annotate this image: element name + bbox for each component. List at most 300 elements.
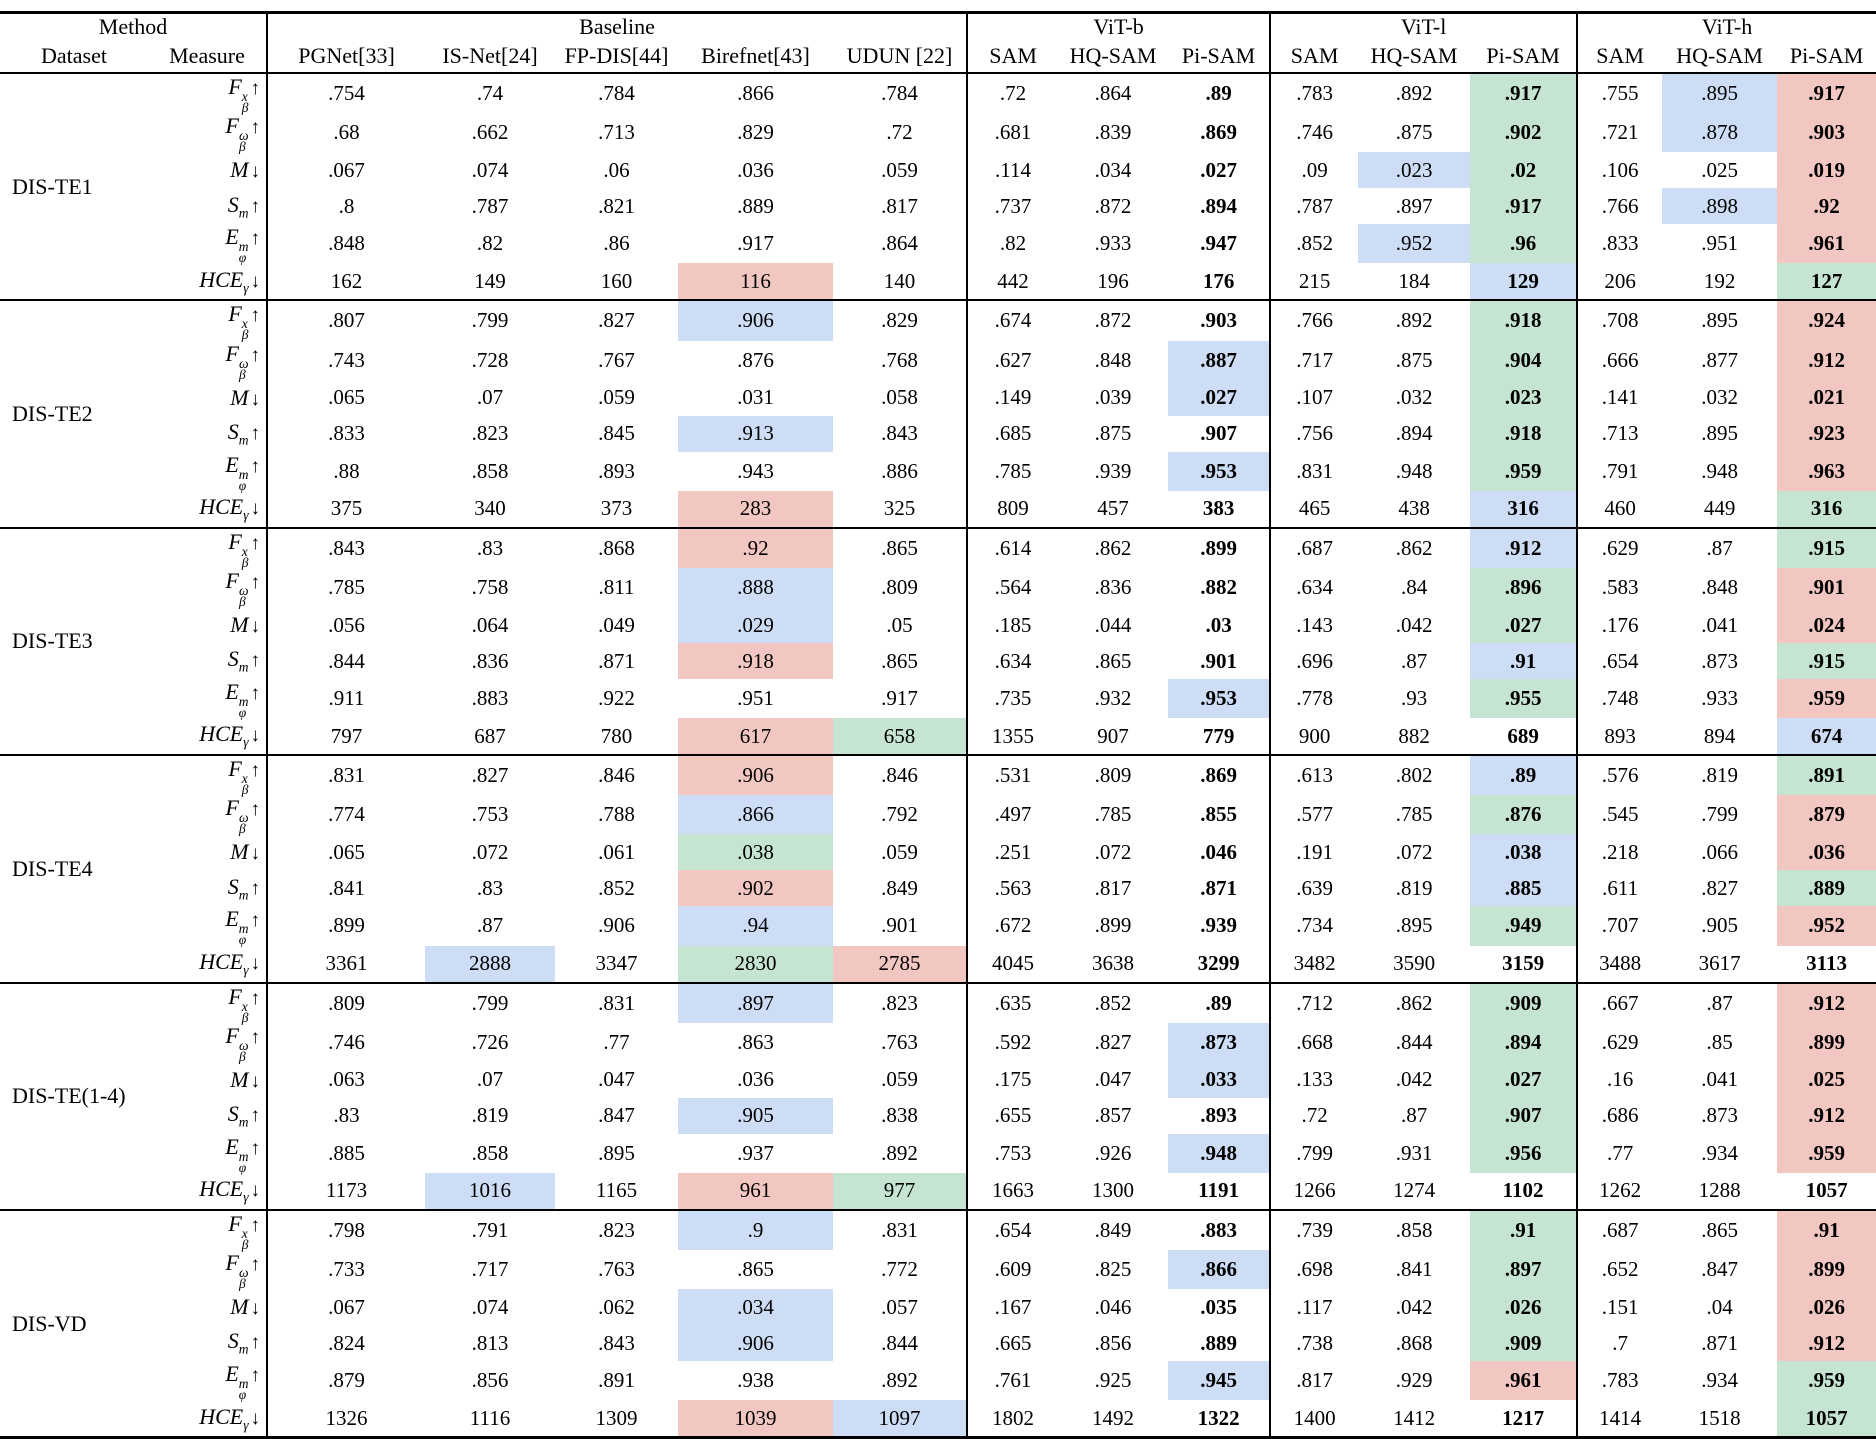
value-cell: .059 [881,157,918,182]
value-cell: .836 [1094,574,1132,599]
measure-label: $HCE_\gamma$ ↓ [199,494,261,523]
value-cell: .899 [267,906,425,945]
value-cell: .067 [267,1289,425,1325]
value-cell: .873 [1701,648,1738,673]
value-cell: .721 [1577,113,1662,152]
direction-arrow: ↑ [250,1105,261,1127]
value-cell: 1400 [1270,1400,1358,1438]
value-cell: 894 [1703,723,1736,748]
value-cell: .922 [598,686,635,711]
direction-arrow: ↑ [250,228,261,250]
value-cell: .846 [833,755,967,795]
value-cell: .823 [833,983,967,1023]
value-cell: .026 [1777,1289,1876,1325]
value-cell: .025 [1777,1062,1876,1098]
value-cell: .734 [1270,906,1358,945]
value-cell: .059 [881,839,918,864]
value-cell: .819 [1395,875,1433,900]
value-cell: .143 [1270,607,1358,643]
value-cell: .87 [476,913,504,938]
value-cell: .065 [267,380,425,416]
value-cell: .074 [471,1294,509,1319]
value-cell: .829 [833,300,967,340]
value-cell: .72 [967,73,1058,113]
value-cell: .036 [1777,834,1876,870]
value-cell: .918 [1470,416,1577,452]
value-cell: .792 [881,802,918,827]
col-header-pgnet[33]: PGNet[33] [267,40,425,73]
value-cell: .191 [1270,834,1358,870]
value-cell: .843 [267,528,425,568]
direction-arrow: ↓ [250,1298,261,1320]
value-cell: .046 [1094,1294,1132,1319]
value-cell: .831 [1270,452,1358,491]
value-cell: .848 [267,224,425,263]
value-cell: .883 [471,686,509,711]
value-cell: 438 [1398,496,1430,521]
value-cell: .951 [1701,231,1738,256]
value-cell: .029 [678,607,833,643]
value-cell: .563 [967,870,1058,906]
direction-arrow: ↓ [250,388,261,410]
value-cell: .892 [881,1368,918,1393]
value-cell: .899 [1777,1250,1876,1289]
direction-arrow: ↑ [250,683,261,704]
value-cell: .961 [1470,1361,1577,1400]
value-cell: .913 [678,416,833,452]
value-cell: .901 [1777,568,1876,607]
value-cell: .114 [967,152,1058,188]
value-cell: .034 [1094,157,1132,182]
col-header-sam: SAM [1577,40,1662,73]
value-cell: .057 [881,1294,918,1319]
value-cell: .88 [267,452,425,491]
value-cell: .959 [1777,1361,1876,1400]
value-cell: .899 [1094,913,1132,938]
value-cell: .713 [598,120,635,145]
value-cell: 1326 [267,1400,425,1438]
value-cell: .872 [1094,193,1132,218]
value-cell: .895 [1662,73,1777,113]
value-cell: .041 [1701,612,1738,637]
measure-label: $HCE_\gamma$ ↓ [199,1403,261,1432]
value-cell: .05 [886,612,913,637]
measure-label: F ω β ↑ [225,113,261,155]
direction-arrow: ↑ [250,1214,261,1236]
value-cell: 316 [1777,491,1876,528]
value-cell: .85 [1706,1029,1733,1054]
measure-label: $S_m$ ↑ [227,1328,261,1357]
value-cell: .855 [1200,802,1237,827]
value-cell: .932 [1094,686,1132,711]
value-cell: 160 [600,268,633,293]
value-cell: .035 [1200,1294,1237,1319]
value-cell: .041 [1701,1067,1738,1092]
value-cell: .82 [476,231,504,256]
value-cell: .901 [881,913,918,938]
value-cell: .862 [1358,528,1470,568]
value-cell: .848 [1701,574,1738,599]
value-cell: .021 [1777,380,1876,416]
value-cell: 900 [1270,718,1358,755]
value-cell: .894 [1395,421,1433,446]
measure-column-header: Measure [148,40,267,73]
value-cell: 3482 [1270,946,1358,983]
value-cell: .634 [1270,568,1358,607]
direction-arrow: ↑ [250,422,261,444]
value-cell: 1039 [678,1400,833,1438]
value-cell: .917 [737,231,774,256]
value-cell: 1300 [1092,1178,1135,1203]
value-cell: 176 [1202,268,1235,293]
value-cell: .74 [425,73,555,113]
value-cell: .067 [267,152,425,188]
value-cell: .885 [1470,870,1577,906]
value-cell: .056 [267,607,425,643]
value-cell: .909 [1470,983,1577,1023]
value-cell: .032 [1701,385,1738,410]
value-cell: .761 [967,1361,1058,1400]
value-cell: .799 [1270,1134,1358,1173]
col-header-birefnet[43]: Birefnet[43] [678,40,833,73]
value-cell: .844 [1395,1029,1433,1054]
value-cell: 2785 [833,946,967,983]
value-cell: .799 [425,983,555,1023]
measure-label: E m φ ↑ [225,679,261,721]
value-cell: .858 [471,1140,509,1165]
value-cell: .564 [967,568,1058,607]
value-cell: .864 [1058,73,1168,113]
results-table-page [0,11,1876,1432]
value-cell: .831 [833,1210,967,1250]
value-cell: 1102 [1502,1178,1544,1203]
value-cell: .87 [1662,528,1777,568]
value-cell: .783 [1577,1361,1662,1400]
value-cell: .696 [1270,643,1358,679]
value-cell: .685 [967,416,1058,452]
value-cell: 4045 [967,946,1058,983]
value-cell: .819 [1662,755,1777,795]
value-cell: 3617 [1698,951,1741,975]
value-cell: .917 [881,686,918,711]
value-cell: .83 [476,875,504,900]
value-cell: .961 [1777,224,1876,263]
measure-label: E m φ ↑ [225,1361,261,1403]
value-cell: .687 [1270,528,1358,568]
value-cell: 2888 [425,946,555,983]
value-cell: .09 [1270,152,1358,188]
value-cell: .91 [1777,1210,1876,1250]
value-cell: .931 [1395,1140,1433,1165]
value-cell: .829 [737,120,774,145]
value-cell: .895 [598,1140,635,1165]
measure-label: E m φ ↑ [225,451,261,493]
value-cell: .891 [1777,755,1876,795]
direction-arrow: ↑ [250,760,261,782]
value-cell: .665 [967,1325,1058,1361]
value-cell: .89 [1470,755,1577,795]
value-cell: 149 [474,268,506,293]
value-cell: .91 [1470,1210,1577,1250]
value-cell: 893 [1577,718,1662,755]
value-cell: .891 [598,1368,635,1393]
value-cell: .77 [603,1029,630,1054]
value-cell: .864 [881,231,918,256]
measure-label: F x β ↑ [148,300,267,340]
value-cell: .92 [1777,188,1876,224]
direction-arrow: ↑ [250,650,261,672]
value-cell: .912 [1777,983,1876,1023]
value-cell: 797 [267,718,425,755]
value-cell: 617 [678,718,833,755]
value-cell: .895 [1701,421,1738,446]
value-cell: 3113 [1806,951,1848,975]
value-cell: .895 [1395,913,1433,938]
value-cell: .869 [1168,755,1270,795]
value-cell: 140 [883,268,916,293]
value-cell: 127 [1777,263,1876,300]
value-cell: .531 [967,755,1058,795]
method-header: Method [98,14,168,39]
col-header-hq-sam: HQ-SAM [1358,40,1470,73]
direction-arrow: ↓ [250,498,261,520]
value-cell: .767 [598,347,635,372]
value-cell: .027 [1470,607,1577,643]
value-cell: .868 [1395,1330,1433,1355]
value-cell: 3299 [1197,951,1240,975]
value-cell: .634 [967,643,1058,679]
value-cell: .712 [1270,983,1358,1023]
direction-arrow: ↓ [250,270,261,292]
value-cell: 687 [474,723,506,748]
value-cell: .023 [1470,380,1577,416]
value-cell: .878 [1662,113,1777,152]
value-cell: .72 [1270,1098,1358,1134]
measure-label: M ↓ [230,157,261,183]
value-cell: .899 [1777,1023,1876,1062]
value-cell: .133 [1270,1062,1358,1098]
direction-arrow: ↑ [250,1332,261,1354]
direction-arrow: ↑ [250,799,261,821]
value-cell: .672 [967,906,1058,945]
value-cell: .652 [1577,1250,1662,1289]
value-cell: .866 [1168,1250,1270,1289]
value-cell: 1414 [1577,1400,1662,1438]
value-cell: .948 [1395,458,1433,483]
value-cell: .783 [1270,73,1358,113]
value-cell: .926 [1094,1140,1132,1165]
value-cell: .031 [737,385,774,410]
value-cell: .893 [1200,1103,1237,1128]
value-cell: .627 [967,341,1058,380]
direction-arrow: ↓ [250,161,261,183]
value-cell: .737 [967,188,1058,224]
dataset-label: DIS-TE(1-4) [0,983,148,1210]
value-cell: .072 [1395,839,1433,864]
value-cell: .876 [1470,795,1577,834]
value-cell: .889 [737,193,774,218]
value-cell: .956 [1470,1134,1577,1173]
value-cell: .844 [881,1330,918,1355]
benchmark-results-table [0,11,1876,1439]
value-cell: .882 [1200,574,1237,599]
value-cell: .065 [267,834,425,870]
value-cell: .218 [1577,834,1662,870]
value-cell: .848 [1094,347,1132,372]
value-cell: .843 [881,421,918,446]
measure-label: $S_m$ ↑ [227,646,261,675]
value-cell: .576 [1577,755,1662,795]
value-cell: 3159 [1502,951,1545,975]
value-cell: .897 [678,983,833,1023]
value-cell: 674 [1777,718,1876,755]
value-cell: .785 [967,452,1058,491]
value-cell: .027 [1200,157,1237,182]
value-cell: 1016 [425,1173,555,1210]
value-cell: .912 [1777,1325,1876,1361]
value-cell: .899 [1168,528,1270,568]
value-cell: .871 [598,648,635,673]
measure-label: M ↓ [230,384,261,410]
dataset-label: DIS-TE4 [0,755,148,982]
value-cell: .072 [1094,839,1132,864]
value-cell: .019 [1777,152,1876,188]
value-cell: .629 [1577,1023,1662,1062]
direction-arrow: ↑ [250,455,261,477]
value-cell: 2830 [678,946,833,983]
value-cell: 129 [1470,263,1577,300]
value-cell: 375 [267,491,425,528]
value-cell: .885 [267,1134,425,1173]
value-cell: 1173 [267,1173,425,1210]
value-cell: .871 [1701,1330,1738,1355]
direction-arrow: ↓ [250,725,261,747]
direction-arrow: ↓ [250,616,261,637]
value-cell: .895 [1662,300,1777,340]
value-cell: .945 [1168,1361,1270,1400]
value-cell: .858 [1358,1210,1470,1250]
value-cell: .875 [1395,347,1433,372]
value-cell: 689 [1507,723,1539,748]
value-cell: .072 [471,839,509,864]
value-cell: .87 [1400,1103,1428,1128]
value-cell: .047 [1094,1067,1132,1092]
measure-label: F ω β ↑ [225,340,261,382]
value-cell: 1266 [1270,1173,1358,1210]
col-header-hq-sam: HQ-SAM [1662,40,1777,73]
value-cell: .897 [1470,1250,1577,1289]
value-cell: .753 [471,802,509,827]
value-cell: 1057 [1777,1400,1876,1438]
value-cell: .807 [267,300,425,340]
value-cell: .844 [267,643,425,679]
value-cell: 1309 [595,1405,638,1430]
direction-arrow: ↓ [250,952,261,974]
value-cell: .251 [967,834,1058,870]
value-cell: .886 [881,458,918,483]
value-cell: .787 [1270,188,1358,224]
value-cell: .175 [967,1062,1058,1098]
value-cell: .894 [1470,1023,1577,1062]
value-cell: .871 [1200,875,1237,900]
value-cell: .893 [598,458,635,483]
value-cell: .062 [598,1294,635,1319]
value-cell: .059 [598,385,635,410]
value-cell: .959 [1777,1134,1876,1173]
value-cell: .901 [1200,648,1237,673]
value-cell: .629 [1577,528,1662,568]
value-cell: .141 [1577,380,1662,416]
value-cell: .036 [737,157,774,182]
value-cell: .027 [1168,380,1270,416]
value-cell: .947 [1200,231,1237,256]
value-cell: .713 [1577,416,1662,452]
value-cell: .865 [881,648,918,673]
value-cell: 1355 [967,718,1058,755]
value-cell: .894 [1200,193,1237,218]
value-cell: .03 [1205,612,1232,637]
value-cell: .176 [1577,607,1662,643]
value-cell: .809 [881,574,918,599]
value-cell: .635 [967,983,1058,1023]
col-header-is-net[24]: IS-Net[24] [425,40,555,73]
value-cell: .838 [881,1103,918,1128]
value-cell: .929 [1395,1368,1433,1393]
value-cell: 3638 [1092,951,1135,975]
value-cell: .892 [881,1140,918,1165]
value-cell: .869 [1200,120,1237,145]
value-cell: .868 [555,528,678,568]
value-cell: .074 [471,157,509,182]
value-cell: 1322 [1197,1405,1240,1430]
value-cell: .798 [267,1210,425,1250]
value-cell: .83 [267,1098,425,1134]
group-header-vit-l: ViT-l [1270,13,1577,41]
measure-label: M ↓ [230,612,261,637]
direction-arrow: ↑ [250,877,261,899]
value-cell: 1274 [1393,1178,1436,1203]
col-header-sam: SAM [967,40,1058,73]
direction-arrow: ↓ [250,1407,261,1429]
value-cell: 283 [678,491,833,528]
value-cell: .903 [1777,113,1876,152]
value-cell: .064 [471,612,509,637]
value-cell: .049 [598,612,635,637]
dataset-label: DIS-VD [0,1210,148,1438]
value-cell: 780 [600,723,633,748]
value-cell: .87 [1662,983,1777,1023]
value-cell: .763 [598,1257,635,1282]
measure-label: F ω β ↑ [225,1250,261,1292]
value-cell: .787 [471,193,509,218]
col-header-hq-sam: HQ-SAM [1058,40,1168,73]
value-cell: .889 [1200,1330,1237,1355]
value-cell: .924 [1777,300,1876,340]
value-cell: .821 [598,193,635,218]
value-cell: 3361 [267,946,425,983]
value-cell: .905 [678,1098,833,1134]
dataset-label: DIS-TE1 [0,73,148,300]
measure-label: E m φ ↑ [225,224,261,266]
value-cell: .746 [1270,113,1358,152]
value-cell: .94 [678,906,833,945]
value-cell: .766 [1270,300,1358,340]
value-cell: .953 [1168,679,1270,718]
value-cell: .923 [1777,416,1876,452]
value-cell: .872 [1058,300,1168,340]
value-cell: .905 [1701,913,1738,938]
measure-label: M ↓ [230,1066,261,1092]
